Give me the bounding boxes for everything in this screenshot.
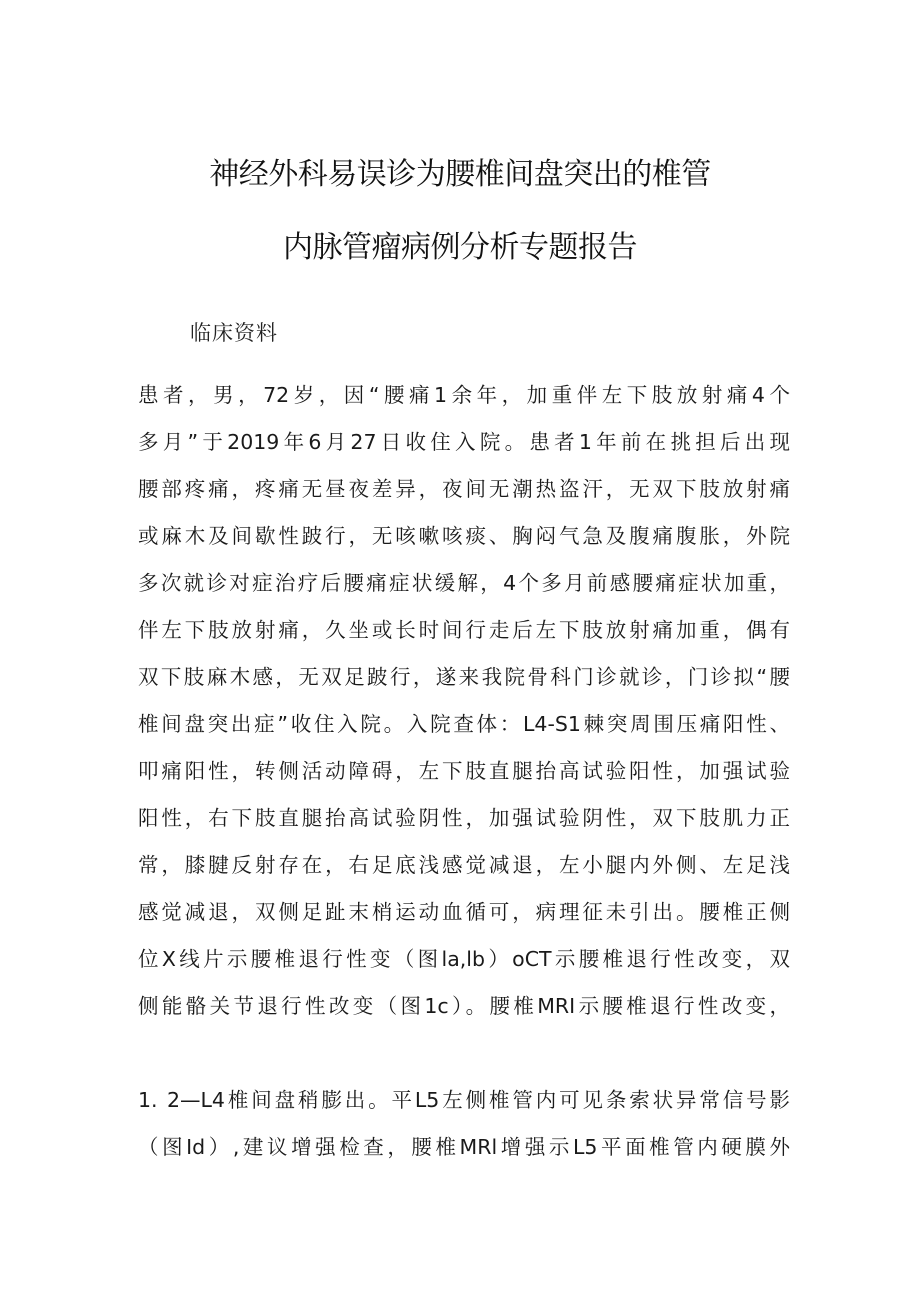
paragraph-line: 椎间盘突出症”收住入院。入院查体：L4-S1棘突周围压痛阳性、 xyxy=(138,712,790,736)
paragraph-line: 位X线片示腰椎退行性变（图la,lb）oCT示腰椎退行性改变，双 xyxy=(138,947,790,971)
document-title-line-1: 神经外科易误诊为腰椎间盘突出的椎管 xyxy=(209,157,711,192)
paragraph-line: 侧能骼关节退行性改变（图1c）。腰椎MRI示腰椎退行性改变， xyxy=(138,994,790,1018)
paragraph-line: 多月”于2019年6月27日收住入院。患者1年前在挑担后出现 xyxy=(138,430,790,454)
section-heading: 临床资料 xyxy=(190,321,278,345)
paragraph-line: 多次就诊对症治疗后腰痛症状缓解，4个多月前感腰痛症状加重， xyxy=(138,571,790,595)
paragraph-line: 阳性，右下肢直腿抬高试验阴性，加强试验阴性，双下肢肌力正 xyxy=(138,806,790,830)
paragraph-line: 感觉减退，双侧足趾末梢运动血循可，病理征未引出。腰椎正侧 xyxy=(138,900,790,924)
paragraph-line: 患者，男，72岁，因“腰痛1余年，加重伴左下肢放射痛4个 xyxy=(138,383,790,407)
paragraph-line: 伴左下肢放射痛，久坐或长时间行走后左下肢放射痛加重，偶有 xyxy=(138,618,790,642)
paragraph-line: 叩痛阳性，转侧活动障碍，左下肢直腿抬高试验阳性，加强试验 xyxy=(138,759,790,783)
document-title-line-2: 内脉管瘤病例分析专题报告 xyxy=(283,230,637,265)
paragraph-line: 常，膝腱反射存在，右足底浅感觉减退，左小腿内外侧、左足浅 xyxy=(138,853,790,877)
paragraph-line: 腰部疼痛，疼痛无昼夜差异，夜间无潮热盗汗，无双下肢放射痛 xyxy=(138,477,790,501)
paragraph-line: 双下肢麻木感，无双足跛行，遂来我院骨科门诊就诊，门诊拟“腰 xyxy=(138,665,790,689)
paragraph-line: （图Id）,建议增强检查，腰椎MRl增强示L5平面椎管内硬膜外 xyxy=(138,1135,790,1159)
paragraph-line: 或麻木及间歇性跛行，无咳嗽咳痰、胸闷气急及腹痛腹胀，外院 xyxy=(138,524,790,548)
paragraph-line: 1. 2—L4椎间盘稍膨出。平L5左侧椎管内可见条索状异常信号影 xyxy=(138,1088,790,1112)
